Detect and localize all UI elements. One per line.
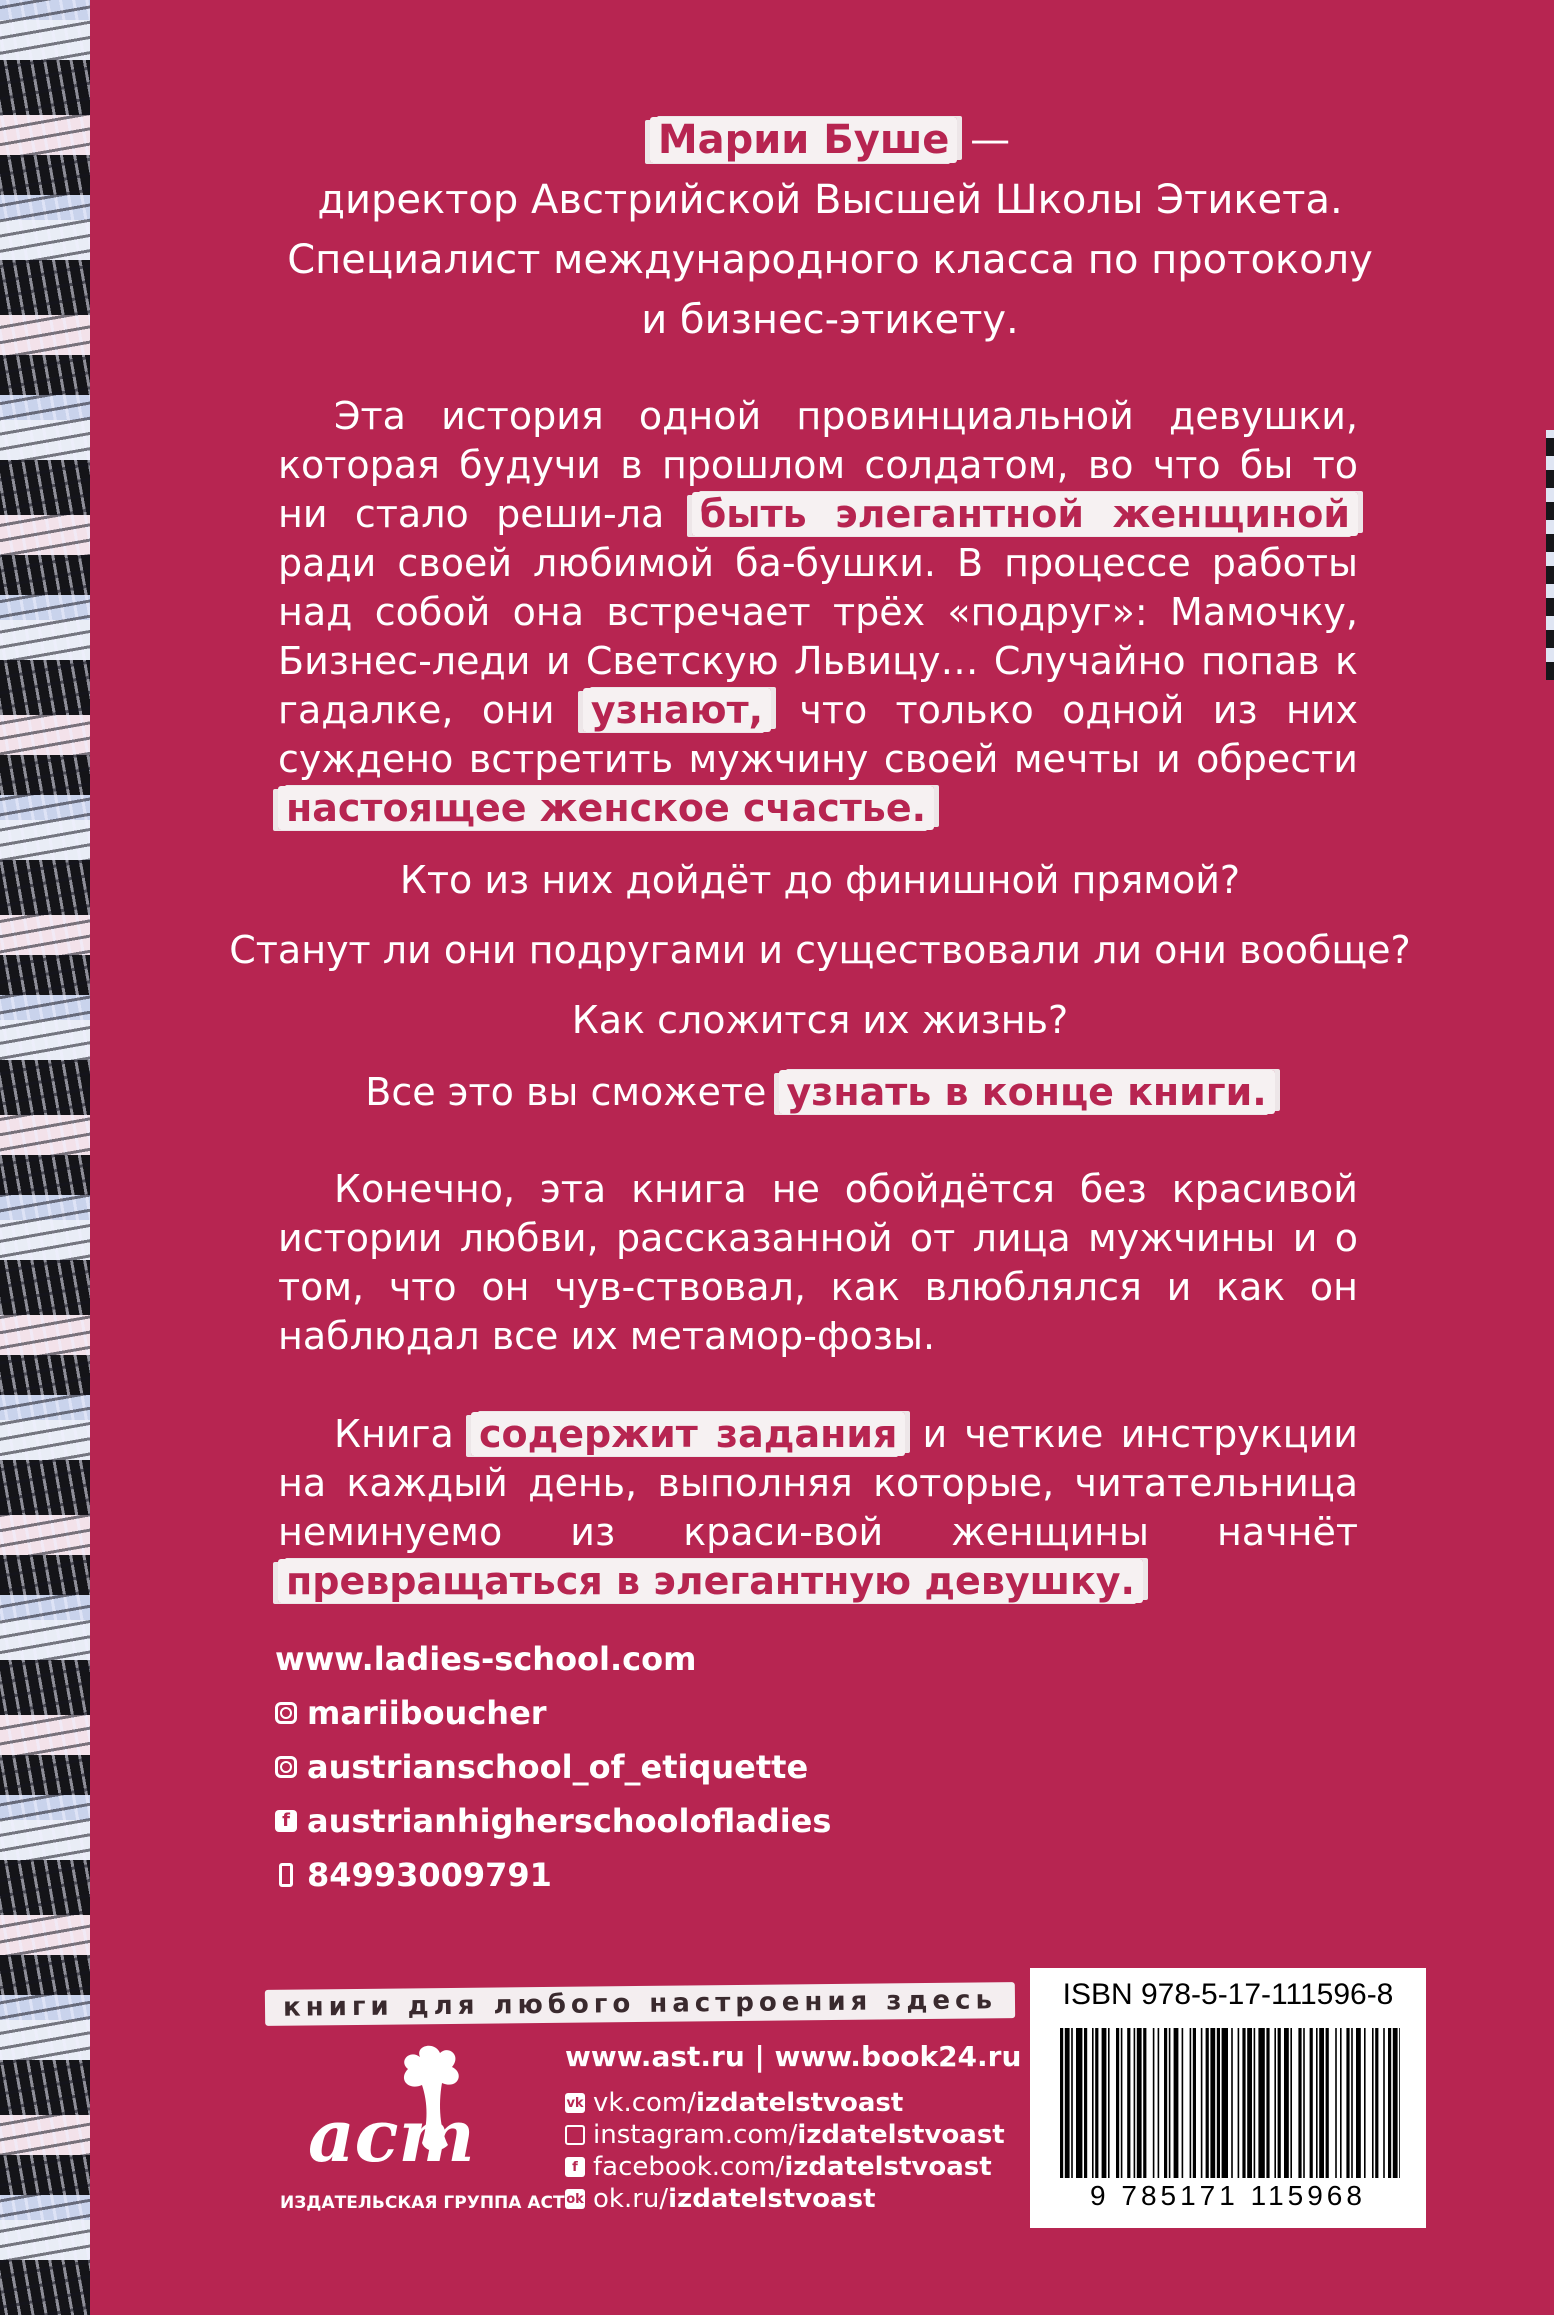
- ok-icon: ok: [565, 2189, 585, 2209]
- vk-link[interactable]: [565, 2088, 903, 2118]
- phone-contact[interactable]: [275, 1856, 552, 1894]
- ast-logo: [290, 2035, 490, 2185]
- text: что только одной из них суждено встретить мужчину своей мечты и обрести: [278, 688, 1358, 781]
- tasks-paragraph: [278, 1410, 1358, 1606]
- author-dash: —: [970, 117, 1011, 163]
- author-intro: [280, 110, 1380, 350]
- link-prefix: instagram.com/: [593, 2120, 798, 2150]
- instagram-icon: [565, 2125, 585, 2145]
- instagram-icon: [275, 1702, 297, 1724]
- text: Эта история одной провинциальной девушки, которая будучи в прошлом солдатом, во что бы то ни стало реши-ла: [278, 394, 1358, 536]
- facebook-link[interactable]: [565, 2152, 992, 2182]
- phone-icon: [275, 1864, 297, 1886]
- author-line-2: Специалист международного класса по протоколу: [287, 237, 1373, 283]
- text: ради своей любимой ба-бушки. В процессе работы над собой она встречает трёх «подруг»: Мамочку, Бизнес-леди и Светскую Львицу… Случайно попав к гадалке, они: [278, 541, 1358, 732]
- question-2: Станут ли они подругами и существовали ли они вообще?: [229, 928, 1411, 972]
- contact-label: mariiboucher: [307, 1694, 547, 1732]
- instagram-icon: [275, 1756, 297, 1778]
- highlight-elegant: быть элегантной женщиной: [692, 492, 1358, 536]
- website-link[interactable]: www.ladies-school.com: [275, 1640, 697, 1678]
- instagram-contact-2[interactable]: [275, 1748, 808, 1786]
- author-line-3: и бизнес-этикету.: [641, 297, 1019, 343]
- text: Все это вы сможете: [365, 1070, 779, 1114]
- question-3: Как сложится их жизнь?: [571, 998, 1069, 1042]
- text: и четкие инструкции на каждый день, выполняя которые, читательница неминуемо из краси-вой женщины начнёт: [278, 1412, 1358, 1554]
- contact-label: austrianschool_of_etiquette: [307, 1748, 809, 1786]
- love-story-paragraph: Конечно, эта книга не обойдётся без красивой истории любви, рассказанной от лица мужчины и о том, что он чув-ствовал, как влюблялся и как он наблюдал все их метамор-фозы.: [278, 1167, 1358, 1358]
- link-handle: izdatelstvoast: [797, 2120, 1005, 2150]
- text: Книга: [334, 1412, 471, 1456]
- author-name-line: [280, 110, 1380, 170]
- question-4: [180, 1067, 1460, 1117]
- highlight-tasks: содержит задания: [471, 1412, 905, 1456]
- ok-link[interactable]: [565, 2184, 876, 2214]
- isbn-digits: 9 785171 115968: [1090, 2180, 1366, 2211]
- link-handle: izdatelstvoast: [668, 2184, 876, 2214]
- highlight-happiness: настоящее женское счастье.: [278, 786, 934, 830]
- link-prefix: vk.com/: [593, 2088, 696, 2118]
- highlight-transform: превращаться в элегантную девушку.: [278, 1559, 1143, 1603]
- instagram-link[interactable]: [565, 2120, 1005, 2150]
- highlight-end-of-book: узнать в конце книги.: [779, 1070, 1275, 1114]
- contact-label: austrianhigherschoolofladies: [307, 1802, 832, 1840]
- question-1: Кто из них дойдёт до финишной прямой?: [399, 858, 1241, 902]
- highlight-learn: узнают,: [583, 688, 771, 732]
- isbn-label: ISBN 978-5-17-111596-8: [1062, 1978, 1394, 2011]
- barcode-icon: [1060, 2028, 1400, 2178]
- publisher-group: ИЗДАТЕЛЬСКАЯ ГРУППА АСТ: [280, 2193, 565, 2213]
- link-prefix: ok.ru/: [593, 2184, 669, 2214]
- facebook-icon: f: [275, 1810, 297, 1832]
- tweed-fabric-strip: [0, 0, 90, 2315]
- facebook-icon: f: [565, 2157, 585, 2177]
- story-paragraph: [278, 392, 1358, 833]
- link-prefix: facebook.com/: [593, 2152, 785, 2182]
- instagram-contact-1[interactable]: [275, 1694, 547, 1732]
- author-name: Марии Буше: [650, 117, 958, 163]
- author-line-1: директор Австрийской Высшей Школы Этикета.: [317, 177, 1343, 223]
- contact-label: 84993009791: [307, 1856, 552, 1894]
- isbn-barcode-box: [1030, 1968, 1426, 2228]
- facebook-contact[interactable]: [275, 1802, 831, 1840]
- publisher-sites[interactable]: www.ast.ru | www.book24.ru: [565, 2040, 1022, 2073]
- ast-logo-text: аст: [308, 2093, 475, 2178]
- vk-icon: vk: [565, 2093, 585, 2113]
- link-handle: izdatelstvoast: [784, 2152, 992, 2182]
- tweed-edge-right: [1546, 430, 1554, 680]
- publisher-slogan: книги для любого настроения здесь: [282, 1985, 998, 2023]
- slogan-strip: [265, 1982, 1015, 2026]
- link-handle: izdatelstvoast: [696, 2088, 904, 2118]
